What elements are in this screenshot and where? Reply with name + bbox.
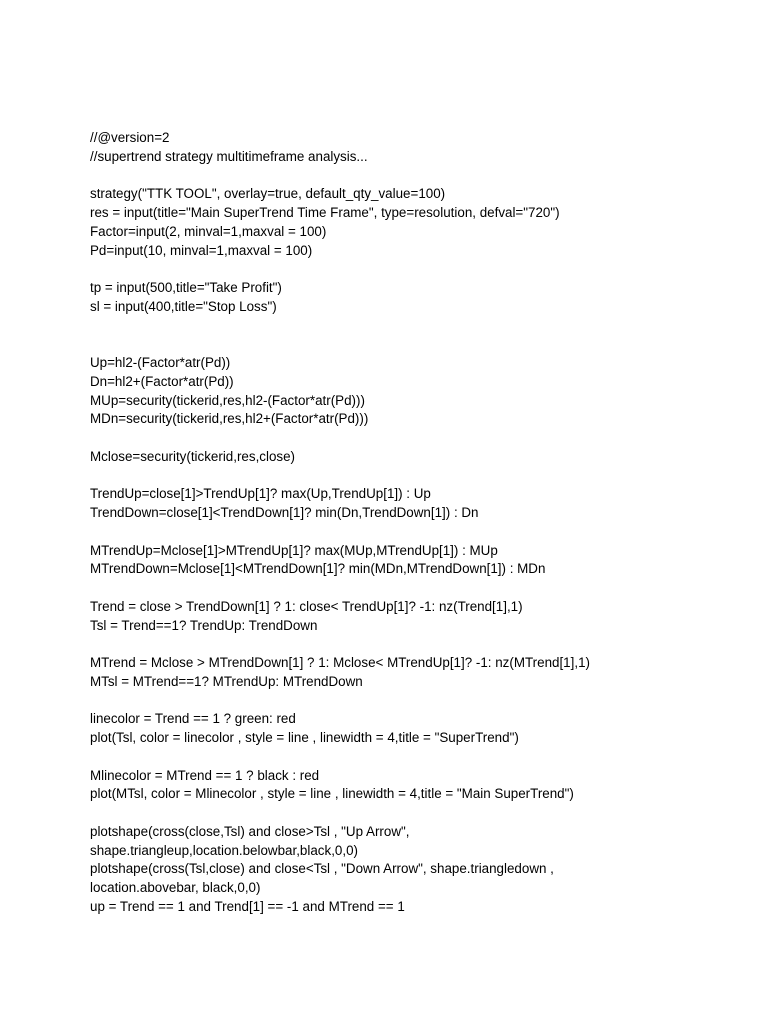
code-line [90, 635, 750, 654]
code-line: MTrendUp=Mclose[1]>MTrendUp[1]? max(MUp,MTrendUp[1]) : MUp [90, 542, 498, 558]
code-line: shape.triangleup,location.belowbar,black,0,0) [90, 842, 358, 858]
code-line: Pd=input(10, minval=1,maxval = 100) [90, 242, 313, 258]
code-line [90, 467, 750, 486]
code-line: //@version=2 [90, 130, 170, 145]
code-line: plotshape(cross(Tsl,close) and close<Tsl , "Down Arrow", shape.triangledown , [90, 861, 554, 877]
code-line: Trend = close > TrendDown[1] ? 1: close< TrendUp[1]? -1: nz(Trend[1],1) [90, 598, 523, 614]
code-line: Mclose=security(tickerid,res,close) [90, 448, 296, 464]
code-line: res = input(title="Main SuperTrend Time Frame", type=resolution, defval="720") [90, 205, 560, 220]
code-line: Up=hl2-(Factor*atr(Pd)) [90, 355, 231, 370]
code-line: tp = input(500,title="Take Profit") [90, 280, 282, 295]
code-line: Factor=input(2, minval=1,maxval = 100) [90, 223, 327, 239]
code-line: //supertrend strategy multitimeframe analysis... [90, 148, 368, 164]
code-line: MTrend = Mclose > MTrendDown[1] ? 1: Mclose< MTrendUp[1]? -1: nz(MTrend[1],1) [90, 655, 590, 670]
code-line [90, 260, 750, 279]
code-line [90, 523, 750, 542]
code-line [90, 429, 750, 448]
code-line [90, 335, 750, 354]
code-listing [90, 129, 750, 917]
code-line: MUp=security(tickerid,res,hl2-(Factor*atr(Pd))) [90, 392, 365, 408]
code-line: linecolor = Trend == 1 ? green: red [90, 711, 296, 727]
code-line [90, 167, 750, 186]
code-line: up = Trend == 1 and Trend[1] == -1 and MTrend == 1 [90, 898, 405, 914]
code-line: MTrendDown=Mclose[1]<MTrendDown[1]? min(MDn,MTrendDown[1]) : MDn [90, 561, 546, 577]
code-line [90, 804, 750, 823]
code-line: TrendUp=close[1]>TrendUp[1]? max(Up,TrendUp[1]) : Up [90, 486, 431, 502]
code-line [90, 317, 750, 336]
code-line: TrendDown=close[1]<TrendDown[1]? min(Dn,TrendDown[1]) : Dn [90, 505, 479, 520]
code-line: plot(MTsl, color = Mlinecolor , style = line , linewidth = 4,title = "Main SuperTrend") [90, 786, 574, 802]
code-line: location.abovebar, black,0,0) [90, 880, 261, 895]
code-line: plotshape(cross(close,Tsl) and close>Tsl , "Up Arrow", [90, 823, 410, 839]
code-line: strategy("TTK TOOL", overlay=true, default_qty_value=100) [90, 186, 446, 202]
code-line: Mlinecolor = MTrend == 1 ? black : red [90, 767, 320, 783]
code-line: MTsl = MTrend==1? MTrendUp: MTrendDown [90, 673, 363, 689]
code-line: sl = input(400,title="Stop Loss") [90, 298, 277, 314]
code-line [90, 692, 750, 711]
code-line [90, 579, 750, 598]
code-line: MDn=security(tickerid,res,hl2+(Factor*atr(Pd))) [90, 411, 369, 427]
code-line: Tsl = Trend==1? TrendUp: TrendDown [90, 617, 318, 633]
code-line [90, 748, 750, 767]
code-line: Dn=hl2+(Factor*atr(Pd)) [90, 373, 234, 389]
code-line: plot(Tsl, color = linecolor , style = line , linewidth = 4,title = "SuperTrend") [90, 730, 519, 745]
